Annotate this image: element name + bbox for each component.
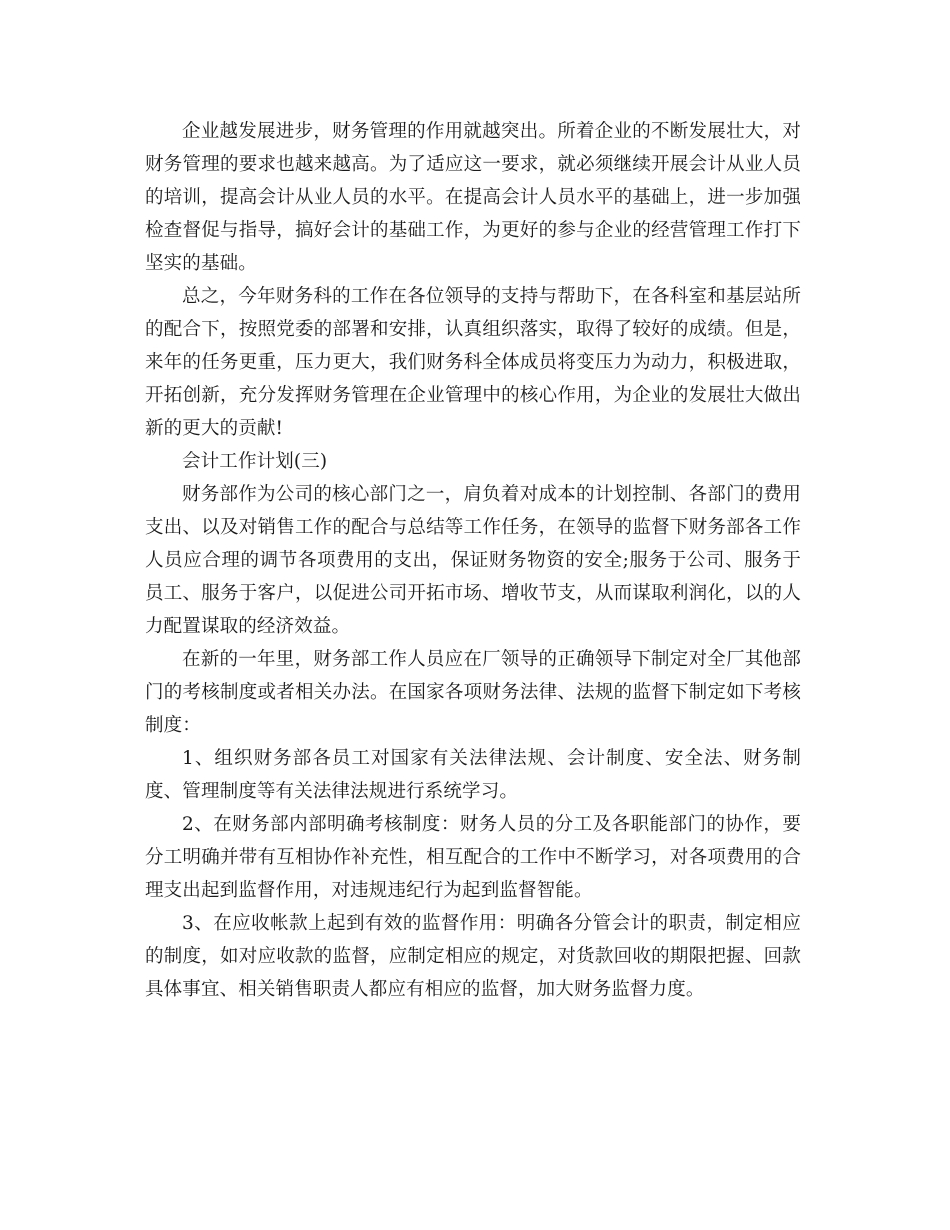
paragraph-summary: 总之，今年财务科的工作在各位领导的支持与帮助下，在各科室和基层站所的配合下，按照党委的部署和安排，认真组织落实，取得了较好的成绩。但是，来年的任务更重，压力更大，我们财务科全体成员将变压力为动力，积极进取，开拓创新，充分发挥财务管理在企业管理中的核心作用，为企业的发展壮大做出新的更大的贡献! [145,286,801,439]
list-item-3: 3、在应收帐款上起到有效的监督作用：明确各分管会计的职责，制定相应的制度，如对应收款的监督，应制定相应的规定，对货款回收的期限把握、回款具体事宜、相关销售职责人都应有相应的监督，加大财务监督力度。 [145,913,801,1000]
paragraph-finance-department-role: 财务部作为公司的核心部门之一，肩负着对成本的计划控制、各部门的费用支出、以及对销售工作的配合与总结等工作任务，在领导的监督下财务部各工作人员应合理的调节各项费用的支出，保证财务物资的安全;服务于公司、服务于员工、服务于客户，以促进公司开拓市场、增收节支，从而谋取利润化，以的人力配置谋取的经济效益。 [145,484,801,637]
paragraph-enterprise-development: 企业越发展进步，财务管理的作用就越突出。所着企业的不断发展壮大，对财务管理的要求也越来越高。为了适应这一要求，就必须继续开展会计从业人员的培训，提高会计从业人员的水平。在提高会计人员水平的基础上，进一步加强检查督促与指导，搞好会计的基础工作，为更好的参与企业的经营管理工作打下坚实的基础。 [145,121,801,274]
list-item-2: 2、在财务部内部明确考核制度：财务人员的分工及各职能部门的协作，要分工明确并带有互相协作补充性，相互配合的工作中不断学习，对各项费用的合理支出起到监督作用，对违规违纪行为起到监督智能。 [145,814,801,901]
document-body [145,115,801,1006]
list-item-1: 1、组织财务部各员工对国家有关法律法规、会计制度、安全法、财务制度、管理制度等有关法律法规进行系统学习。 [145,748,801,802]
section-heading: 会计工作计划(三) [182,451,328,472]
paragraph-new-year-plan: 在新的一年里，财务部工作人员应在厂领导的正确领导下制定对全厂其他部门的考核制度或者相关办法。在国家各项财务法律、法规的监督下制定如下考核制度： [145,649,801,736]
